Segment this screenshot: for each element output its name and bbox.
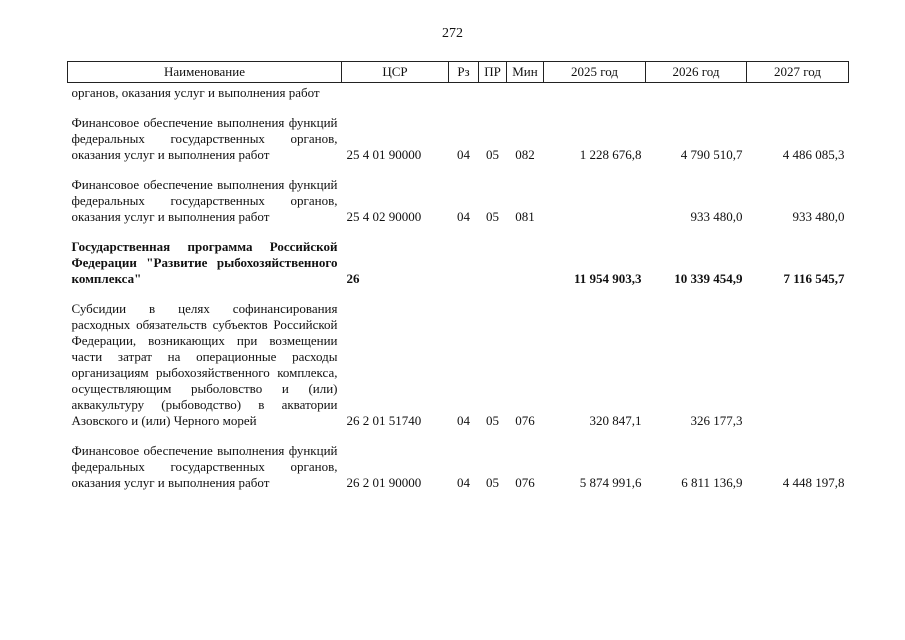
table-row-program [68,225,849,287]
row-pr [479,225,507,287]
row-min [507,225,544,287]
row-pr: 05 [486,413,499,428]
row-rz: 04 [457,147,470,162]
header-2026: 2026 год [646,62,747,83]
row-2027: 4 486 085,3 [782,147,845,162]
row-csr: 25 4 02 90000 [346,209,422,224]
row-2027: 7 116 545,7 [783,271,845,286]
row-min: 082 [515,147,535,162]
row-pr: 05 [486,475,499,490]
row-2027: 933 480,0 [792,209,845,224]
row-min: 076 [515,475,535,490]
row-2027: 4 448 197,8 [782,475,845,490]
row-name: Государственная программа Российской Федерации "Развитие рыбохозяйственного комплекса" [71,239,338,286]
row-2025 [544,83,646,102]
row-rz: 04 [457,413,470,428]
header-pr: ПР [479,62,507,83]
row-rz [449,83,479,102]
row-min: 081 [515,209,535,224]
row-name: Финансовое обеспечение выполнения функций федеральных государственных органов, оказания услуг и выполнения работ [71,115,338,162]
row-pr: 05 [486,147,499,162]
table-header-row [68,62,849,83]
table-row [68,287,849,429]
row-2025: 11 954 903,3 [573,271,642,286]
row-name: органов, оказания услуг и выполнения работ [71,85,320,100]
row-2027 [747,83,849,102]
header-2025: 2025 год [544,62,646,83]
table-row [68,83,849,102]
row-pr [479,83,507,102]
row-2026 [646,83,747,102]
row-csr: 26 2 01 90000 [346,475,422,490]
row-name: Финансовое обеспечение выполнения функций федеральных государственных органов, оказания услуг и выполнения работ [71,177,338,224]
table-row [68,101,849,163]
row-2026: 10 339 454,9 [674,271,743,286]
table-row [68,163,849,225]
row-rz: 04 [457,209,470,224]
row-2026: 4 790 510,7 [680,147,743,162]
budget-table [67,61,849,491]
row-2025 [544,163,646,225]
header-min: Мин [507,62,544,83]
row-min: 076 [515,413,535,428]
row-2026: 6 811 136,9 [681,475,743,490]
row-rz [449,225,479,287]
row-name: Субсидии в целях софинансирования расходных обязательств субъектов Российской Федерации, возникающих при возмещении части затрат на операционные расходы организациям рыбохозяйственного комплекса, осуществляющим рыболовство и (или) аквакультуру (рыбоводство) в акватории Азовского и (или) Черного морей [71,301,338,428]
row-2025: 1 228 676,8 [579,147,642,162]
row-2025: 5 874 991,6 [579,475,642,490]
table-row [68,429,849,491]
row-2026: 933 480,0 [690,209,743,224]
header-2027: 2027 год [747,62,849,83]
row-min [507,83,544,102]
header-name: Наименование [68,62,342,83]
row-2025: 320 847,1 [589,413,642,428]
page-number: 272 [442,26,463,41]
row-name: Финансовое обеспечение выполнения функций федеральных государственных органов, оказания услуг и выполнения работ [71,443,338,490]
row-2027 [747,287,849,429]
row-2026: 326 177,3 [690,413,743,428]
header-rz: Рз [449,62,479,83]
row-csr: 26 [346,271,360,286]
row-csr: 25 4 01 90000 [346,147,422,162]
row-csr [342,83,449,102]
row-rz: 04 [457,475,470,490]
row-csr: 26 2 01 51740 [346,413,422,428]
header-csr: ЦСР [342,62,449,83]
row-pr: 05 [486,209,499,224]
